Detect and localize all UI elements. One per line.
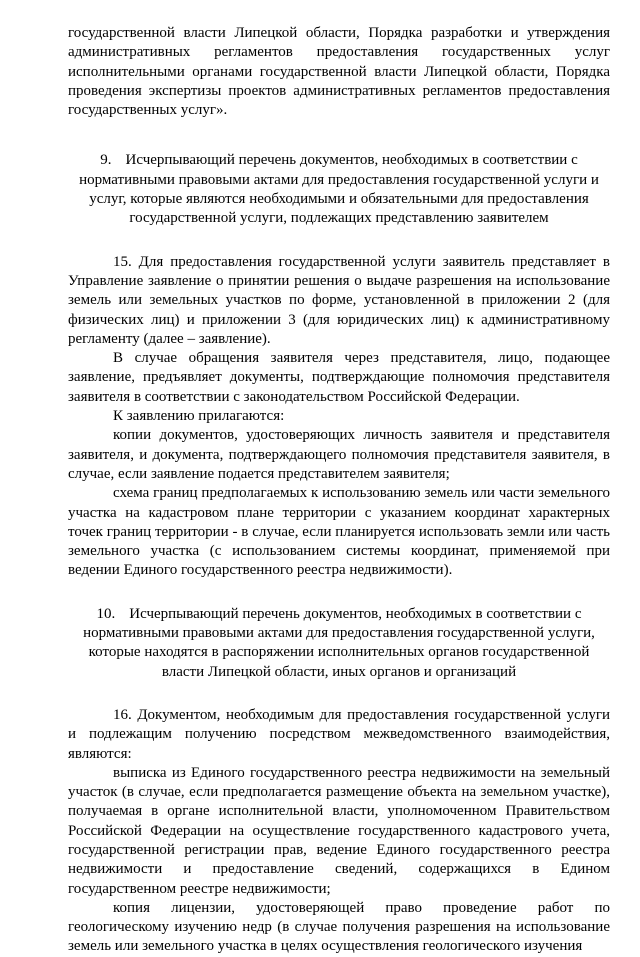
- section-16: [68, 706, 610, 957]
- paragraph-15-1: 15. Для предоставления государственной услуги заявитель представляет в Управление заявление о принятии решения о выдаче разрешения на использование земель или земельных участков по форме, установленной в приложении 2 (для физических лиц) и приложении 3 (для юридических лиц) к административному регламенту (далее – заявление).: [68, 253, 610, 347]
- heading-9-text: Исчерпывающий перечень документов, необходимых в соответствии с нормативными правовыми актами для предоставления государственной услуги и услуг, которые являются необходимыми и обязательными для предоставления государственной услуги, подлежащих представлению заявителем: [79, 152, 599, 227]
- intro-paragraph: государственной власти Липецкой области, Порядка разработки и утверждения административных регламентов предоставления государственных услуг исполнительными органами государственной власти Липецкой области, Порядка проведения экспертизы проектов административных регламентов предоставления государственных услуг».: [68, 25, 610, 119]
- paragraph-15-5: схема границ предполагаемых к использованию земель или части земельного участка на кадастровом плане территории с указанием координат характерных точек границ территории - в случае, если планируется использовать земли или часть земельного участка (с использованием системы координат, применяемой при ведении Единого государственного реестра недвижимости).: [68, 485, 610, 579]
- paragraph-15-4: копии документов, удостоверяющих личность заявителя и представителя заявителя, и документа, подтверждающего полномочия представителя заявителя, в случае, если заявление подается представителем заявителя;: [68, 427, 610, 482]
- heading-9: [68, 151, 610, 228]
- paragraph-16-1: 16. Документом, необходимым для предоставления государственной услуги и подлежащим получению посредством межведомственного взаимодействия, являются:: [68, 706, 610, 762]
- heading-10-number: 10.: [96, 605, 116, 622]
- heading-10-text: Исчерпывающий перечень документов, необходимых в соответствии с нормативными правовыми актами для предоставления государственной услуги, которые находятся в распоряжении исполнительных органов государственной власти Липецкой области, иных органов и организаций: [83, 605, 595, 680]
- paragraph-15-2: В случае обращения заявителя через представителя, лицо, подающее заявление, предъявляет документы, подтверждающие полномочия представителя заявителя в соответствии с законодательством Российской Федерации.: [68, 350, 610, 405]
- paragraph-15-3: К заявлению прилагаются:: [113, 408, 285, 425]
- paragraph-16-3: копия лицензии, удостоверяющей право проведение работ по геологическому изучению недр (в случае получения разрешения на использование земель или земельного участка в целях осуществления геологического изучения: [68, 899, 610, 955]
- paragraph-16-2: выписка из Единого государственного реестра недвижимости на земельный участок (в случае, если предполагается размещение объекта на земельном участке), получаемая в органе исполнительной власти, уполномоченном Правительством Российской Федерации на осуществление государственного кадастрового учета, государственной регистрации прав, ведение Единого государственного реестра недвижимости и предоставление сведений, содержащихся в Едином государственном реестре недвижимости;: [68, 764, 610, 897]
- heading-10: [68, 605, 610, 682]
- section-15: [68, 253, 610, 581]
- heading-9-number: 9.: [100, 152, 112, 169]
